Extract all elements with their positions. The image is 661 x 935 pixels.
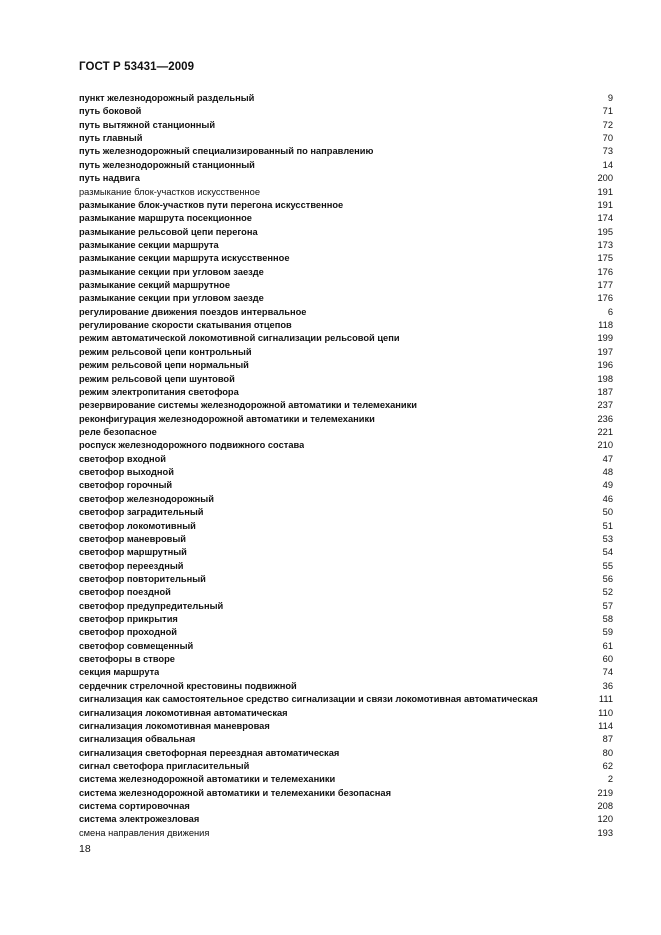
index-term: светофор поездной: [79, 587, 171, 598]
index-page-ref: 54: [602, 547, 613, 558]
index-term: режим рельсовой цепи контрольный: [79, 346, 252, 357]
index-term: путь вытяжной станционный: [79, 119, 216, 130]
index-entry: [79, 600, 613, 613]
index-term: регулирование движения поездов интервальное: [79, 306, 307, 317]
index-page-ref: 114: [598, 720, 613, 731]
index-term: светофор горочный: [79, 480, 173, 491]
index-entry: [79, 680, 613, 693]
index-page-ref: 61: [602, 640, 613, 651]
index-entry: [79, 560, 613, 573]
index-entry: [79, 666, 613, 679]
index-page-ref: 195: [597, 226, 613, 237]
index-page-ref: 46: [602, 493, 613, 504]
index-entry: [79, 439, 613, 452]
index-page-ref: 58: [602, 614, 613, 625]
index-term: путь главный: [79, 133, 143, 144]
index-term: размыкание рельсовой цепи перегона: [79, 226, 258, 237]
index-entry: [79, 506, 613, 519]
index-page-ref: 55: [602, 560, 613, 571]
index-page-ref: 120: [597, 814, 613, 825]
index-page-ref: 208: [597, 801, 613, 812]
index-entry: [79, 92, 613, 105]
index-term: роспуск железнодорожного подвижного состава: [79, 440, 305, 451]
index-page-ref: 173: [597, 239, 613, 250]
index-term: светофор локомотивный: [79, 520, 196, 531]
index-page-ref: 73: [602, 146, 613, 157]
index-entry: [79, 119, 613, 132]
index-entry: [79, 172, 613, 185]
index-entry: [79, 105, 613, 118]
index-entry: [79, 653, 613, 666]
index-entry: [79, 613, 613, 626]
index-term: светофор маневровый: [79, 533, 187, 544]
index-page-ref: 219: [597, 787, 613, 798]
index-term: светофор переездный: [79, 560, 184, 571]
index-page-ref: 174: [597, 213, 613, 224]
index-term: светофор входной: [79, 453, 166, 464]
index-page-ref: 200: [597, 173, 613, 184]
index-term: секция маршрута: [79, 667, 160, 678]
index-entry: [79, 212, 613, 225]
index-page-ref: 53: [602, 533, 613, 544]
index-term: путь железнодорожный специализированный по направлению: [79, 146, 374, 157]
index-entry: [79, 252, 613, 265]
index-page-ref: 187: [597, 386, 613, 397]
index-entry: [79, 159, 613, 172]
index-term: резервирование системы железнодорожной автоматики и телемеханики: [79, 400, 417, 411]
index-page-ref: 80: [602, 747, 613, 758]
index-entry: [79, 266, 613, 279]
index-page-ref: 197: [597, 346, 613, 357]
index-entry: [79, 145, 613, 158]
index-page-ref: 221: [597, 426, 613, 437]
index-term: реле безопасное: [79, 426, 157, 437]
index-term: размыкание блок-участков искусственное: [79, 186, 261, 197]
index-entry: [79, 626, 613, 639]
index-term: сигнализация локомотивная автоматическая: [79, 707, 288, 718]
index-entry: [79, 800, 613, 813]
index-entry: [79, 533, 613, 546]
index-term: размыкание маршрута посекционное: [79, 213, 252, 224]
index-page-ref: 175: [597, 253, 613, 264]
index-page-ref: 59: [602, 627, 613, 638]
index-page-ref: 236: [597, 413, 613, 424]
index-term: светофор прикрытия: [79, 614, 178, 625]
index-page-ref: 57: [602, 600, 613, 611]
index-term: размыкание секций маршрутное: [79, 280, 231, 291]
index-entry: [79, 292, 613, 305]
index-entry: [79, 132, 613, 145]
index-entry: [79, 693, 613, 706]
index-term: регулирование скорости скатывания отцепов: [79, 320, 292, 331]
index-entry: [79, 720, 613, 733]
index-term: путь надвига: [79, 173, 140, 184]
index-page-ref: 111: [598, 694, 613, 705]
index-entry: [79, 413, 613, 426]
index-term: размыкание секции при угловом заезде: [79, 293, 264, 304]
index-term: размыкание секции маршрута искусственное: [79, 253, 290, 264]
index-entry: [79, 493, 613, 506]
index-term: сигнализация как самостоятельное средство сигнализации и связи локомотивная автоматическая: [79, 694, 538, 705]
index-page-ref: 176: [597, 266, 613, 277]
index-term: сигнал светофора пригласительный: [79, 760, 250, 771]
index-page-ref: 210: [597, 440, 613, 451]
index-page-ref: 71: [602, 106, 613, 117]
index-page-ref: 47: [602, 453, 613, 464]
index-page-ref: 60: [602, 654, 613, 665]
index-entry: [79, 573, 613, 586]
index-term: светофор проходной: [79, 627, 178, 638]
index-term: путь боковой: [79, 106, 142, 117]
index-entry: [79, 520, 613, 533]
index-entry: [79, 827, 613, 840]
index-entry: [79, 426, 613, 439]
index-term: сигнализация светофорная переездная автоматическая: [79, 747, 340, 758]
index-term: пункт железнодорожный раздельный: [79, 93, 255, 103]
index-term: сигнализация обвальная: [79, 734, 196, 745]
index-term: светофор выходной: [79, 467, 174, 478]
index-entry: [79, 733, 613, 746]
index-term: система железнодорожной автоматики и телемеханики: [79, 774, 336, 785]
index-entry: [79, 453, 613, 466]
index-entry: [79, 332, 613, 345]
index-entry: [79, 586, 613, 599]
alphabetical-index: [79, 92, 613, 840]
index-page-ref: 118: [598, 320, 613, 331]
index-page-ref: 74: [602, 667, 613, 678]
index-page-ref: 9: [607, 93, 613, 103]
index-term: режим автоматической локомотивной сигнализации рельсовой цепи: [79, 333, 400, 344]
index-term: светофоры в створе: [79, 654, 175, 665]
index-term: режим электропитания светофора: [79, 386, 239, 397]
index-term: режим рельсовой цепи нормальный: [79, 360, 249, 371]
index-page-ref: 48: [602, 467, 613, 478]
index-entry: [79, 707, 613, 720]
index-entry: [79, 386, 613, 399]
index-page-ref: 110: [598, 707, 613, 718]
index-page-ref: 52: [602, 587, 613, 598]
index-term: путь железнодорожный станционный: [79, 159, 255, 170]
index-page-ref: 51: [602, 520, 613, 531]
index-page-ref: 70: [602, 133, 613, 144]
index-term: система сортировочная: [79, 801, 190, 812]
index-entry: [79, 306, 613, 319]
index-term: светофор предупредительный: [79, 600, 224, 611]
index-term: светофор железнодорожный: [79, 493, 214, 504]
index-entry: [79, 546, 613, 559]
index-entry: [79, 359, 613, 372]
index-term: сигнализация локомотивная маневровая: [79, 720, 270, 731]
index-term: режим рельсовой цепи шунтовой: [79, 373, 235, 384]
index-term: смена направления движения: [79, 827, 210, 838]
index-page-ref: 191: [597, 199, 613, 210]
index-page-ref: 191: [597, 186, 613, 197]
index-page-ref: 237: [597, 400, 613, 411]
index-term: размыкание секции при угловом заезде: [79, 266, 264, 277]
index-term: светофор маршрутный: [79, 547, 187, 558]
index-entry: [79, 747, 613, 760]
index-entry: [79, 319, 613, 332]
index-term: светофор совмещенный: [79, 640, 194, 651]
document-header: ГОСТ Р 53431—2009: [79, 61, 195, 73]
index-term: размыкание блок-участков пути перегона искусственное: [79, 199, 344, 210]
index-term: размыкание секции маршрута: [79, 239, 219, 250]
index-entry: [79, 787, 613, 800]
page-number: 18: [79, 843, 91, 855]
index-page-ref: 50: [602, 507, 613, 518]
index-page-ref: 62: [602, 760, 613, 771]
index-term: система электрожезловая: [79, 814, 200, 825]
index-page-ref: 177: [597, 280, 613, 291]
index-term: реконфигурация железнодорожной автоматики и телемеханики: [79, 413, 375, 424]
index-entry: [79, 373, 613, 386]
index-entry: [79, 760, 613, 773]
index-page-ref: 6: [607, 306, 613, 317]
index-entry: [79, 466, 613, 479]
index-entry: [79, 279, 613, 292]
index-entry: [79, 399, 613, 412]
index-term: светофор повторительный: [79, 573, 206, 584]
index-entry: [79, 479, 613, 492]
index-entry: [79, 813, 613, 826]
index-entry: [79, 773, 613, 786]
index-page-ref: 176: [597, 293, 613, 304]
index-term: сердечник стрелочной крестовины подвижной: [79, 680, 297, 691]
index-page-ref: 87: [602, 734, 613, 745]
index-term: светофор заградительный: [79, 507, 204, 518]
index-entry: [79, 186, 613, 199]
index-entry: [79, 199, 613, 212]
index-page-ref: 2: [607, 774, 613, 785]
index-page-ref: 36: [602, 680, 613, 691]
index-term: система железнодорожной автоматики и телемеханики безопасная: [79, 787, 391, 798]
index-entry: [79, 346, 613, 359]
index-page-ref: 14: [602, 159, 613, 170]
index-page-ref: 193: [597, 827, 613, 838]
index-page-ref: 49: [602, 480, 613, 491]
index-page-ref: 56: [602, 573, 613, 584]
index-page-ref: 199: [597, 333, 613, 344]
index-entry: [79, 640, 613, 653]
index-page-ref: 196: [597, 360, 613, 371]
index-page-ref: 198: [597, 373, 613, 384]
index-entry: [79, 226, 613, 239]
index-entry: [79, 239, 613, 252]
index-page-ref: 72: [602, 119, 613, 130]
